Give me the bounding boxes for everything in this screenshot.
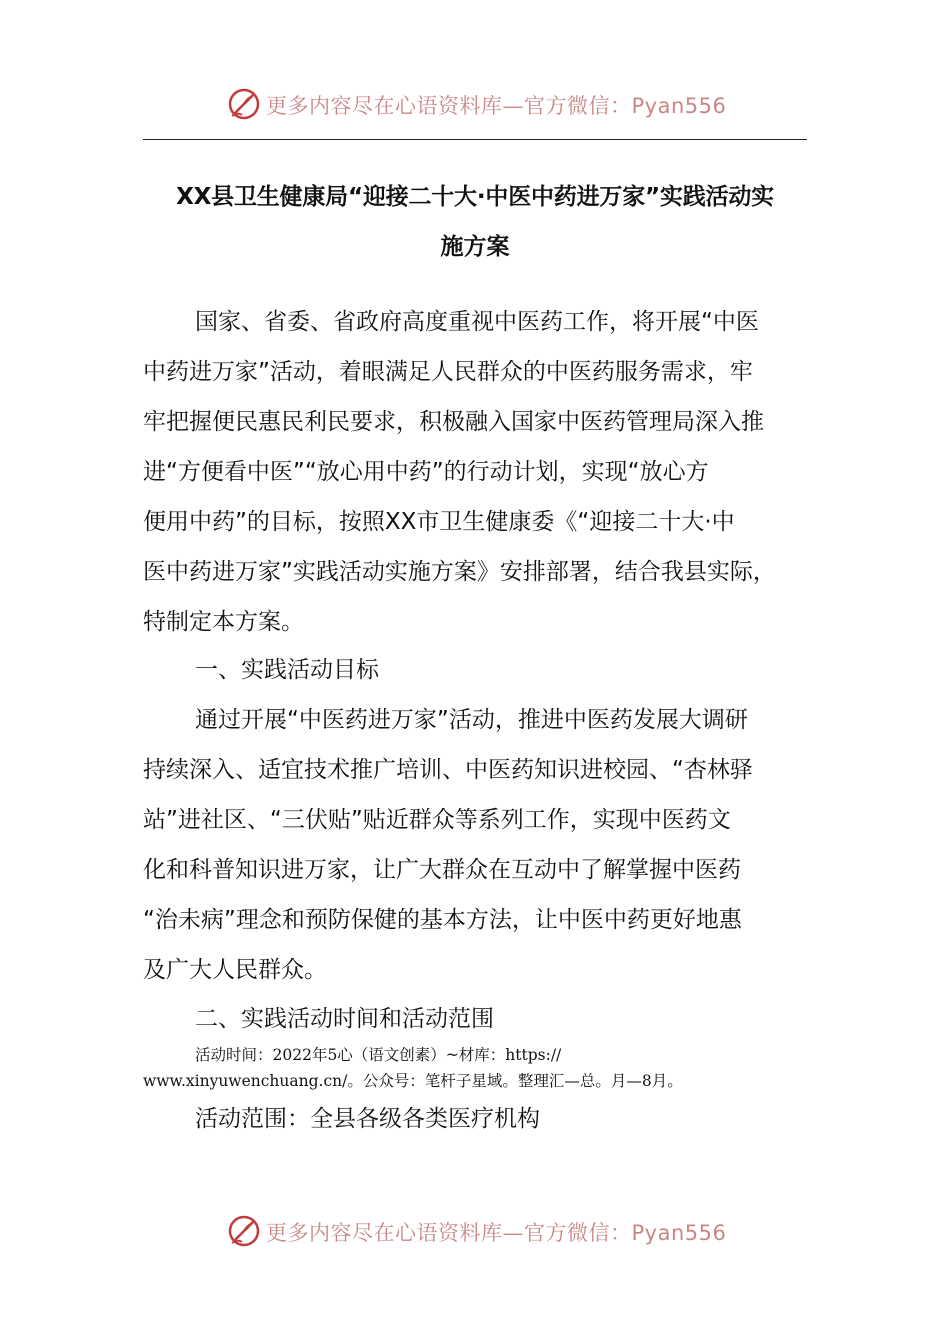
activity-scope-text: 活动范围：全县各级各类医疗机构 bbox=[195, 1106, 540, 1132]
quill-logo-icon bbox=[226, 1213, 262, 1249]
activity-time-text: 活动时间：2022年5心（语文创素）~材库：https:// www.xinyuwenchuang.cn/。公众号：笔杆子星域。整理汇—总。月—8月。 bbox=[143, 1046, 683, 1090]
header-rule bbox=[143, 139, 807, 140]
watermark-text: 更多内容尽在心语资料库—官方微信：Pyan556 bbox=[266, 1221, 727, 1245]
intro-paragraph: 国家、省委、省政府高度重视中医药工作，将开展“中医 中药进万家”活动，着眼满足人民群众的中医药服务需求，牢 牢把握便民惠民利民要求，积极融入国家中医药管理局深入推 进“方便看中医”“放心用中药”的行动计划，实现“放心方 便用中药”的目标，按照XX市卫生健康委《“迎接二十大·中 医中药进万家”实践活动实施方案》安排部署，结合我县实际， 特制定本方案。 bbox=[143, 309, 776, 635]
document-title bbox=[140, 172, 810, 272]
watermark-banner-bottom bbox=[0, 1211, 950, 1251]
section-1-heading: 一、实践活动目标 bbox=[195, 657, 379, 683]
section-1-paragraph: 通过开展“中医药进万家”活动，推进中医药发展大调研 持续深入、适宜技术推广培训、中医药知识进校园、“杏林驿 站”进社区、“三伏贴”贴近群众等系列工作，实现中医药文 化和科普知识进万家，让广大群众在互动中了解掌握中医药 “治未病”理念和预防保健的基本方法，让中医中药更好地惠 及广大人民群众。 bbox=[143, 707, 753, 983]
quill-logo-icon bbox=[226, 86, 262, 122]
title-line-1: XX县卫生健康局“迎接二十大·中医中药进万家”实践活动实 bbox=[176, 184, 774, 210]
section-2-heading: 二、实践活动时间和活动范围 bbox=[195, 1006, 494, 1032]
watermark-text: 更多内容尽在心语资料库—官方微信：Pyan556 bbox=[266, 94, 727, 118]
watermark-banner-top bbox=[0, 84, 950, 124]
title-line-2: 施方案 bbox=[440, 234, 510, 260]
